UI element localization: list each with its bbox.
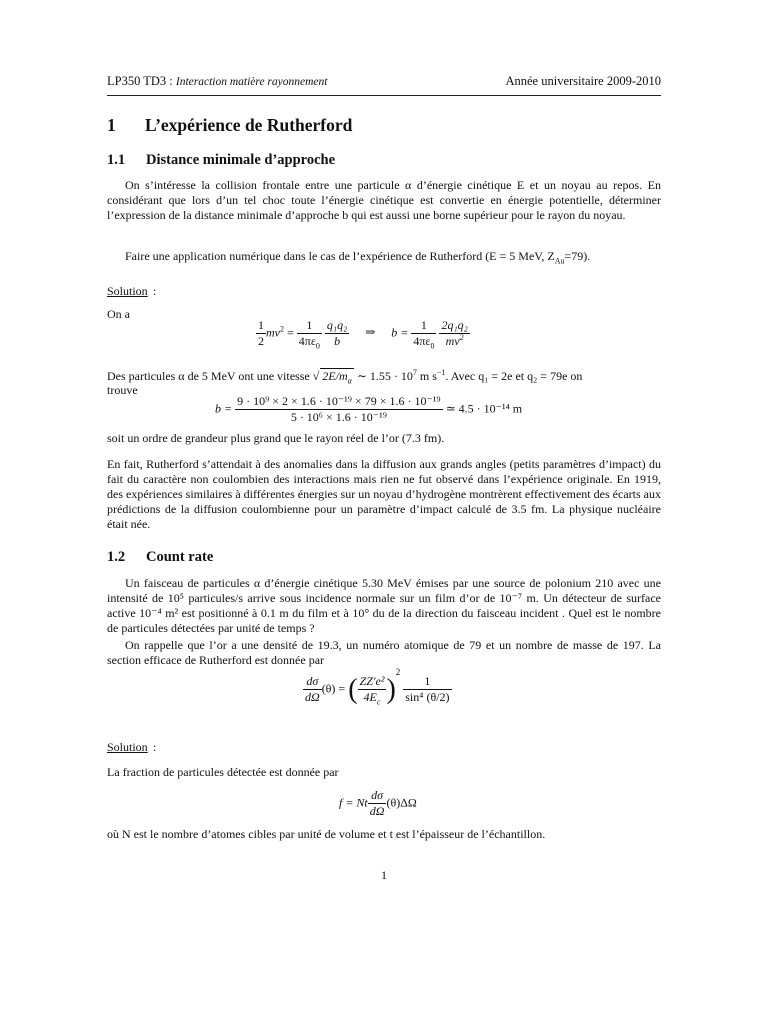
solution-colon-2: : [153,740,157,754]
velocity-exp: 7 [412,368,417,377]
velocity-unit: m s [419,369,437,383]
numerator: 9 · 10⁹ × 2 × 1.6 · 10⁻¹⁹ × 79 × 1.6 · 10⁻¹⁹ [237,394,441,408]
equation-fraction-detected [339,788,417,819]
paragraph-on-a: On a [107,307,130,321]
equation-numeric-b [215,394,522,425]
fraction-zze [358,674,387,705]
paragraph-trouve: trouve [107,383,138,397]
fraction-numeric [235,394,442,425]
denominator: b [334,334,341,348]
denominator: dΩ [369,804,385,818]
running-header [107,74,661,90]
paragraph-application-end: =79). [564,249,591,263]
subsection-heading-1-1 [107,153,335,168]
numerator: dσ [368,788,387,804]
right-paren: ) [386,674,396,705]
solution-label-1 [107,284,148,299]
section-number: 1 [107,115,116,135]
fraction-dsigma-2 [368,788,387,819]
four-ec: 4E [363,690,377,704]
subscript-au: Au [554,256,565,266]
solution-word: Solution [107,284,148,298]
mv-term: mv [266,325,280,340]
b-equals-numeric: b = [215,401,233,416]
paragraph-application-text: Faire une application numérique dans le cas de l’expérience de Rutherford (E = 5 MeV, Z [125,249,555,263]
fraction-coulomb-2 [411,318,436,349]
theta-delta-omega: (θ)ΔΩ [386,795,417,810]
left-paren: ( [348,674,358,705]
paragraph-fraction: La fraction de particules détectée est donnée par [107,765,339,779]
numerator: q₁q₂ [326,318,348,332]
paragraph-order-of-magnitude: soit un ordre de grandeur plus grand que le rayon réel de l’or (7.3 fm). [107,431,445,445]
denominator: $mv^2$ [445,333,464,348]
b-equals: b = [391,325,409,340]
numerator: 1 [297,318,322,334]
header-course: LP350 TD3 : [107,74,173,88]
fraction-sin [403,674,451,705]
solution-word-2: Solution [107,740,148,754]
fraction-dsigma [303,674,322,705]
denominator: $4\pi\varepsilon_0$ [413,334,435,351]
section-heading [107,115,353,135]
page-number: 1 [381,868,387,882]
subsection-number: 1.1 [107,152,126,168]
paragraph-definitions: où N est le nombre d’atomes cibles par unité de volume et t est l’épaisseur de l’échantillon. [107,827,546,841]
numerator: ZZ′e² [359,674,385,688]
sqrt-content: 2E/m [322,369,348,383]
subsection-number: 1.2 [107,549,126,565]
header-left [107,74,327,90]
velocity-text: Des particules α de 5 MeV ont une vitesse [107,369,310,383]
fraction-charges [325,318,349,349]
numerator: 2q₁q₂ [441,318,468,332]
paragraph-count-rate: Un faisceau de particules α d’énergie cinétique 5.30 MeV émises par une source de polonium 210 avec une intensité de 10⁵ particules/s arrive sous incidence normale sur un film d’or de 10⁻⁷ m. Un détecteur de surface active 10⁻⁴ m² est positionné à 0.1 m du film et à 10° du de la direction du faisceau incident . Quel est le nombre de particules détectées par unité de temps ? [107,576,661,635]
subsection-title: Count rate [146,549,214,565]
four-pi-eps: 4πε [298,334,316,348]
paragraph-application [107,249,661,264]
fraction-half [256,318,266,349]
numerator: 1 [411,318,436,334]
header-year: Année universitaire 2009-2010 [505,74,661,88]
f-equals: f = Nt [339,795,368,810]
theta-equals: (θ) = [321,681,346,696]
denominator: 2 [258,334,264,348]
fraction-coulomb [297,318,322,349]
subsection-title: Distance minimale d’approche [146,152,336,168]
header-subject: Interaction matière rayonnement [175,76,328,88]
equation-energy-balance: $\frac{1}{2}$ $mv^2$ = $\frac{1}{4\pi\varepsilon_0}$ $\frac{\text{q₁q₂}}{b}$ ⇒ b = $\frac{1}{4\pi\varepsilon_0}$ $\frac{\text{2q₁q₂}}{mv^2}$ [258,318,468,351]
numerator: dσ [303,674,322,690]
velocity-value: ∼ 1.55 · 10 [356,369,413,383]
four-pi-eps-2: 4πε [413,334,431,348]
solution-colon-1: : [153,284,157,298]
denominator: dΩ [305,690,320,704]
numerator: 1 [403,674,451,690]
solution-label-2 [107,740,148,755]
charges-text: . Avec q₁ = 2e et q₂ = 79e on [445,369,583,383]
paragraph-gold-properties: On rappelle que l’or a une densité de 19.3, un numéro atomique de 79 et un nombre de masse de 197. La section efficace de Rutherford est donnée par [107,638,661,667]
velocity-unit-exp: −1 [436,368,446,377]
subsection-heading-1-2 [107,550,213,565]
numerator: 1 [258,318,264,332]
section-title: L’expérience de Rutherford [145,115,353,135]
denominator: $4\pi\varepsilon_0$ [298,334,320,351]
denominator: 5 · 10⁶ × 1.6 · 10⁻¹⁹ [290,410,387,424]
paragraph-velocity: Des particules α de 5 MeV ont une vitesse √ $2E/m_\alpha$ ∼ $1.55 \cdot 10^7$ m $s^{-1}$. Avec q₁ = 2e et q₂ = 79e on [107,368,583,386]
header-rule [107,95,661,96]
sqrt-term: $2E/m_\alpha$ [322,369,352,386]
squared: 2 [395,667,401,678]
paragraph-intro: On s’intéresse la collision frontale entre une particule α d’énergie cinétique E et un noyau au repos. En considérant que lors d’un tel choc toute l’énergie cinétique est convertie en énergie potentielle, déterminer l’expression de la distance minimale d’approche b qui est aussi une borne supérieur pour le rayon du noyau. [107,178,661,222]
paragraph-history: En fait, Rutherford s’attendait à des anomalies dans la diffusion aux grands angles (petits paramètres d’impact) du fait du caractère non coulombien des interactions mais rien ne fut observé dans l’expérience originale. En 1919, des expériences similaires à différentes énergies sur un noyau d’hydrogène montrèrent effectivement des écarts aux prédictions de la diffusion coulombienne pour un paramètre d’impact calculé de 3.5 fm. La physique nucléaire était née. [107,457,661,531]
denominator: $4E_c$ [363,690,381,707]
numeric-result: ≃ 4.5 · 10⁻¹⁴ m [445,401,523,416]
equation-rutherford-cross-section [303,667,452,707]
mv-term-2: mv [445,334,460,348]
fraction-charges-2 [439,318,469,349]
denominator: sin⁴ (θ/2) [405,690,450,704]
implies-arrow: ⇒ [365,325,376,340]
